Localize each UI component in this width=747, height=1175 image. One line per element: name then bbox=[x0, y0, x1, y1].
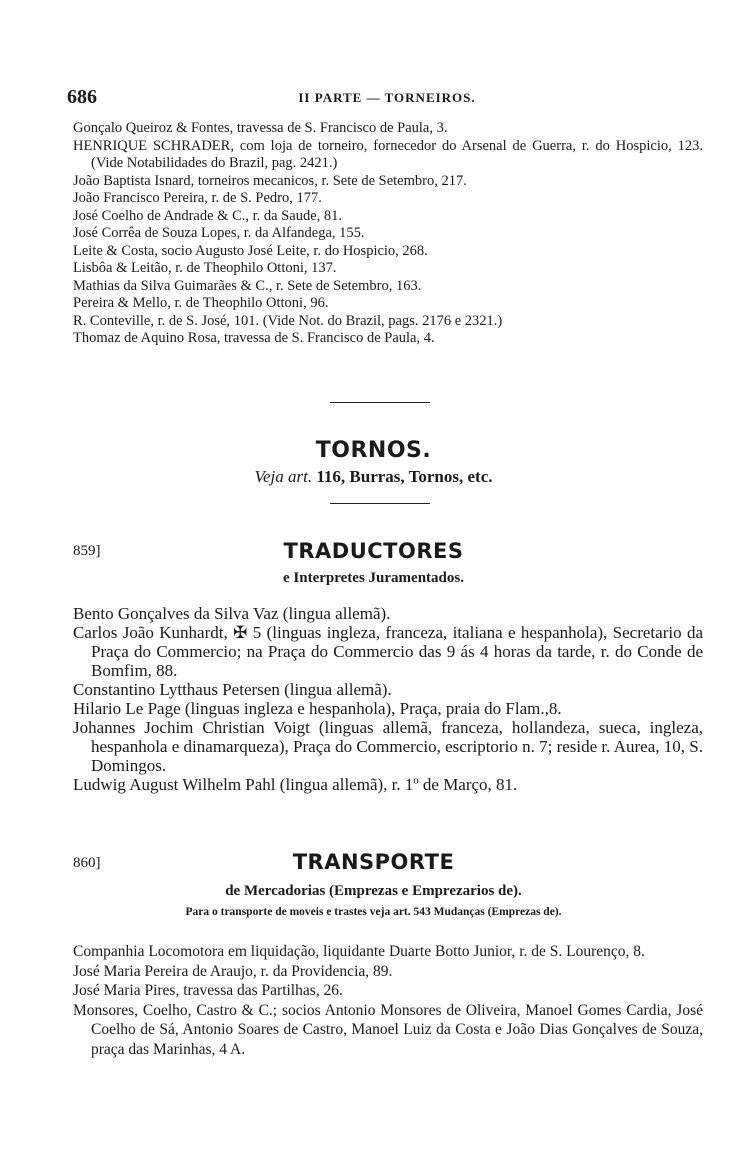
list-item: Lisbôa & Leitão, r. de Theophilo Ottoni, 137. bbox=[73, 260, 337, 276]
list-item: Companhia Locomotora em liquidação, liquidante Duarte Botto Junior, r. de S. Lourenço, 8. bbox=[73, 943, 645, 960]
running-head: II PARTE — TORNEIROS. bbox=[298, 90, 476, 105]
list-item: Johannes Jochim Christian Voigt (linguas allemã, franceza, hollandeza, sueca, ingleza, hespanhola e dinamarqueza), Praça do Commercio, escriptorio n. 7; reside r. Aurea, 10, S. Domingos. bbox=[73, 718, 703, 775]
list-item: José Maria Pereira de Araujo, r. da Providencia, 89. bbox=[73, 962, 393, 980]
list-item: Mathias da Silva Guimarães & C., r. Sete de Setembro, 163. bbox=[73, 277, 422, 294]
list-item: Pereira & Mello, r. de Theophilo Ottoni, 96. bbox=[73, 295, 329, 311]
section-divider bbox=[330, 402, 430, 403]
list-item: Hilario Le Page (linguas ingleza e hespanhola), Praça, praia do Flam.,8. bbox=[73, 699, 562, 718]
section-title-transporte: TRANSPORTE bbox=[292, 850, 455, 874]
section-number: 860] bbox=[73, 855, 101, 871]
tornos-reference bbox=[0, 467, 747, 487]
list-item: HENRIQUE SCHRADER, com loja de torneiro, fornecedor do Arsenal de Guerra, r. do Hospicio, 123. (Vide Notabilidades do Brazil, pag. 2421.) bbox=[73, 137, 703, 171]
page-header bbox=[67, 86, 707, 110]
list-item: Bento Gonçalves da Silva Vaz (lingua allemã). bbox=[73, 604, 391, 623]
section-subtitle: e Interpretes Juramentados. bbox=[283, 570, 464, 586]
list-item: Gonçalo Queiroz & Fontes, travessa de S. Francisco de Paula, 3. bbox=[73, 120, 448, 136]
list-item: José Maria Pires, travessa das Partilhas, 26. bbox=[73, 982, 343, 999]
list-item: João Baptista Isnard, torneiros mecanicos, r. Sete de Setembro, 217. bbox=[73, 172, 467, 189]
traductores-list bbox=[73, 604, 703, 794]
list-item: R. Conteville, r. de S. José, 101. (Vide Not. do Brazil, pags. 2176 e 2321.) bbox=[73, 312, 503, 329]
list-item: Ludwig August Wilhelm Pahl (lingua allemã), r. 1º de Março, 81. bbox=[73, 775, 518, 794]
section-title-tornos: TORNOS. bbox=[315, 438, 432, 463]
page-number: 686 bbox=[67, 86, 97, 108]
section-number: 859] bbox=[73, 543, 101, 559]
list-item: Carlos João Kunhardt, ✠ 5 (linguas ingleza, franceza, italiana e hespanhola), Secretario da Praça do Commercio; na Praça do Commercio das 9 ás 4 horas da tarde, r. do Conde de Bomfim, 88. bbox=[73, 623, 703, 680]
section-divider bbox=[330, 503, 430, 504]
list-item: Thomaz de Aquino Rosa, travessa de S. Francisco de Paula, 4. bbox=[73, 330, 435, 346]
list-item: Leite & Costa, socio Augusto José Leite, r. do Hospicio, 268. bbox=[73, 242, 428, 259]
list-item: Constantino Lytthaus Petersen (lingua allemã). bbox=[73, 680, 392, 699]
tornos-ref-prefix: Veja art. bbox=[254, 467, 313, 486]
section-note: Para o transporte de moveis e trastes veja art. 543 Mudanças (Emprezas de). bbox=[185, 906, 562, 918]
list-item: José Corrêa de Souza Lopes, r. da Alfandega, 155. bbox=[73, 225, 365, 241]
section-subtitle: de Mercadorias (Emprezas e Emprezarios de). bbox=[225, 883, 522, 899]
list-item: João Francisco Pereira, r. de S. Pedro, 177. bbox=[73, 190, 322, 206]
torneiros-list bbox=[73, 120, 703, 348]
transporte-list bbox=[73, 942, 703, 1059]
tornos-ref-text: 116, Burras, Tornos, etc. bbox=[316, 467, 493, 486]
list-item: Monsores, Coelho, Castro & C.; socios Antonio Monsores de Oliveira, Manoel Gomes Cardia, José Coelho de Sá, Antonio Soares de Castro, Manoel Luiz da Costa e João Dias Gonçalves de Souza, praça das Marinhas, 4 A. bbox=[73, 1001, 703, 1058]
list-item: José Coelho de Andrade & C., r. da Saude, 81. bbox=[73, 207, 343, 224]
section-title-traductores: TRADUCTORES bbox=[283, 539, 464, 563]
